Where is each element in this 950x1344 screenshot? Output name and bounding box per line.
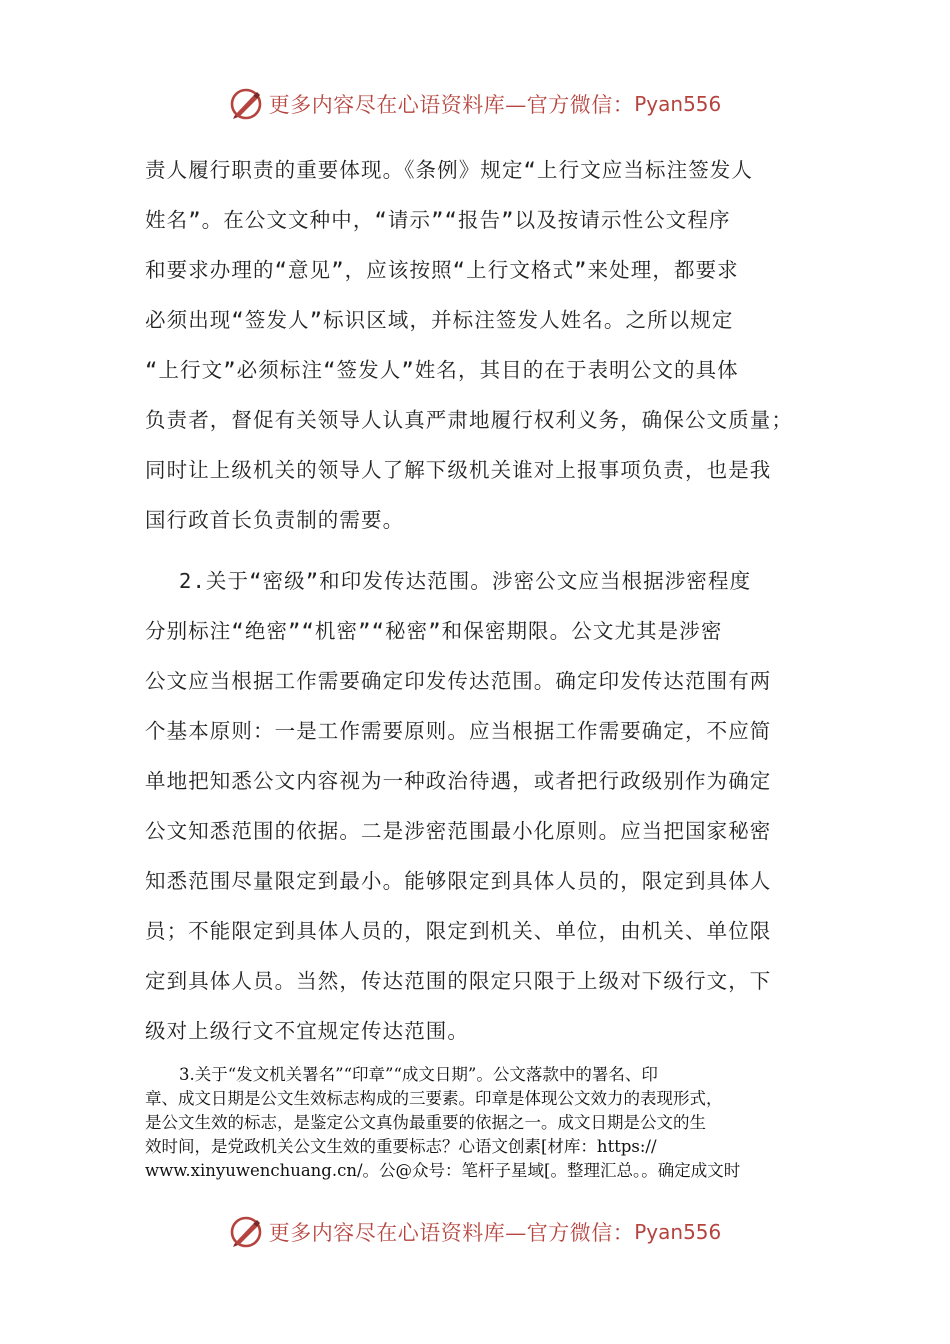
banner-text: 更多内容尽在心语资料库—官方微信：	[268, 1221, 635, 1245]
text-line: 姓名”。在公文文种中，“请示”“报告”以及按请示性公文程序	[145, 208, 731, 232]
text-line: 公文应当根据工作需要确定印发传达范围。确定印发传达范围有两	[145, 669, 772, 693]
text-line: 个基本原则：一是工作需要原则。应当根据工作需要确定，不应简	[145, 719, 772, 743]
text-line: 知悉范围尽量限定到最小。能够限定到具体人员的，限定到具体人	[145, 869, 772, 893]
text-line: “上行文”必须标注“签发人”姓名，其目的在于表明公文的具体	[145, 358, 739, 382]
paragraph-3	[145, 1063, 810, 1183]
text-line: 效时间，是党政机关公文生效的重要标志？心语文创素[材库：https://	[145, 1137, 657, 1156]
text-line: 负责者，督促有关领导人认真严肃地履行权利义务，确保公文质量；	[145, 408, 793, 432]
text-line: 级对上级行文不宜规定传达范围。	[145, 1019, 469, 1043]
text-line: 必须出现“签发人”标识区域，并标注签发人姓名。之所以规定	[145, 308, 734, 332]
text-line: 公文知悉范围的依据。二是涉密范围最小化原则。应当把国家秘密	[145, 819, 772, 843]
paragraph-2	[145, 556, 810, 1056]
pen-logo-icon	[229, 1215, 263, 1249]
text-line: www.xinyuwenchuang.cn/。公@众号：笔杆子星域[。整理汇总。。确定成文时	[145, 1161, 741, 1180]
text-line: 分别标注“绝密”“机密”“秘密”和保密期限。公文尤其是涉密	[145, 619, 723, 643]
text-line: 和要求办理的“意见”，应该按照“上行文格式”来处理，都要求	[145, 258, 739, 282]
text-line: 章、成文日期是公文生效标志构成的三要素。印章是体现公文效力的表现形式，	[145, 1089, 723, 1108]
footer-banner	[0, 1212, 950, 1252]
text-line: 定到具体人员。当然，传达范围的限定只限于上级对下级行文，下	[145, 969, 772, 993]
text-line: 国行政首长负责制的需要。	[145, 508, 405, 532]
header-banner	[0, 84, 950, 124]
text-line: 责人履行职责的重要体现。《条例》规定“上行文应当标注签发人	[145, 158, 753, 182]
banner-wechat-id: Pyan556	[634, 92, 722, 116]
banner-wechat-id: Pyan556	[634, 1220, 722, 1244]
text-line: 2.关于“密级”和印发传达范围。涉密公文应当根据涉密程度	[179, 569, 752, 593]
text-line: 同时让上级机关的领导人了解下级机关谁对上报事项负责，也是我	[145, 458, 772, 482]
text-line: 是公文生效的标志，是鉴定公文真伪最重要的依据之一。成文日期是公文的生	[145, 1113, 706, 1132]
paragraph-1	[145, 145, 810, 545]
text-line: 员；不能限定到具体人员的，限定到机关、单位，由机关、单位限	[145, 919, 772, 943]
banner-text: 更多内容尽在心语资料库—官方微信：	[268, 93, 635, 117]
text-line: 3.关于“发文机关署名”“印章”“成文日期”。公文落款中的署名、印	[179, 1065, 658, 1084]
text-line: 单地把知悉公文内容视为一种政治待遇，或者把行政级别作为确定	[145, 769, 772, 793]
pen-logo-icon	[229, 87, 263, 121]
